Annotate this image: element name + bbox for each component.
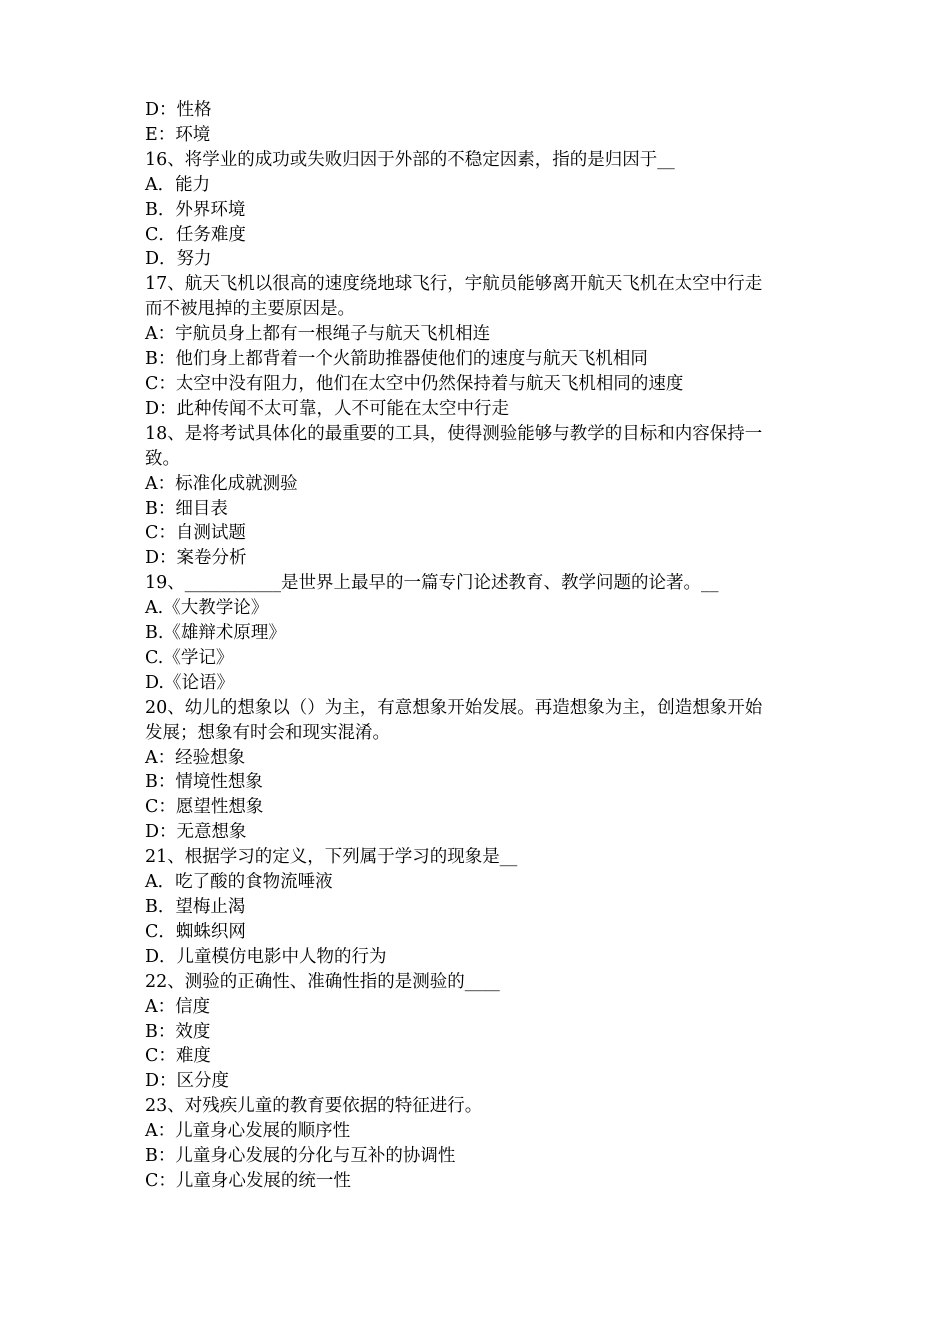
option-line: C：难度 [145, 1046, 211, 1067]
option-line: D.《论语》 [145, 672, 234, 693]
question-20: 20、幼儿的想象以（）为主，有意想象开始发展。再造想象为主，创造想象开始 [145, 697, 763, 718]
option-line: A：儿童身心发展的顺序性 [145, 1121, 351, 1142]
question-21: 21、根据学习的定义，下列属于学习的现象是__ [145, 847, 518, 868]
option-line: C．蜘蛛织网 [145, 921, 246, 942]
option-line: B．外界环境 [145, 199, 246, 220]
text-line: E：环境 [145, 124, 211, 145]
option-line: B：情境性想象 [145, 772, 263, 793]
option-line: C：太空中没有阻力，他们在太空中仍然保持着与航天飞机相同的速度 [145, 373, 684, 394]
option-line: D．儿童模仿电影中人物的行为 [145, 946, 387, 967]
question-23: 23、对残疾儿童的教育要依据的特征进行。 [145, 1096, 483, 1117]
option-line: D：无意想象 [145, 822, 247, 843]
question-20-continued: 发展；想象有时会和现实混淆。 [145, 722, 390, 743]
question-16: 16、将学业的成功或失败归因于外部的不稳定因素，指的是归因于__ [145, 149, 675, 170]
option-line: A．吃了酸的食物流唾液 [145, 872, 333, 893]
option-line: B：他们身上都背着一个火箭助推器使他们的速度与航天飞机相同 [145, 349, 648, 370]
option-line: B：儿童身心发展的分化与互补的协调性 [145, 1146, 456, 1167]
option-line: B：效度 [145, 1021, 211, 1042]
text-line: D：性格 [145, 100, 212, 120]
question-17: 17、航天飞机以很高的速度绕地球飞行，宇航员能够离开航天飞机在太空中行走 [145, 274, 763, 295]
option-line: A：信度 [145, 996, 211, 1017]
option-line: B.《雄辩术原理》 [145, 623, 286, 644]
option-line: C.《学记》 [145, 647, 234, 668]
question-18-continued: 致。 [145, 448, 180, 469]
option-line: D：区分度 [145, 1071, 230, 1092]
option-line: D：案卷分析 [145, 548, 247, 569]
option-line: C：儿童身心发展的统一性 [145, 1170, 351, 1191]
option-line: D：此种传闻不太可靠，人不可能在太空中行走 [145, 398, 510, 419]
option-line: A.《大教学论》 [145, 598, 269, 619]
document-page [145, 98, 825, 1194]
option-line: C：愿望性想象 [145, 797, 264, 818]
option-line: A：标准化成就测验 [145, 473, 298, 494]
question-19: 19、___________是世界上最早的一篇专门论述教育、教学问题的论著。__ [145, 573, 719, 594]
option-line: B：细目表 [145, 498, 228, 519]
option-line: A．能力 [145, 174, 211, 195]
question-17-continued: 而不被甩掉的主要原因是。 [145, 299, 355, 320]
question-18: 18、是将考试具体化的最重要的工具，使得测验能够与教学的目标和内容保持一 [145, 423, 763, 444]
option-line: D．努力 [145, 249, 212, 270]
option-line: A：宇航员身上都有一根绳子与航天飞机相连 [145, 324, 491, 345]
option-line: B．望梅止渴 [145, 897, 246, 917]
option-line: A：经验想象 [145, 747, 246, 768]
option-line: C．任务难度 [145, 224, 246, 245]
option-line: C：自测试题 [145, 523, 246, 544]
question-22: 22、测验的正确性、准确性指的是测验的____ [145, 971, 500, 992]
